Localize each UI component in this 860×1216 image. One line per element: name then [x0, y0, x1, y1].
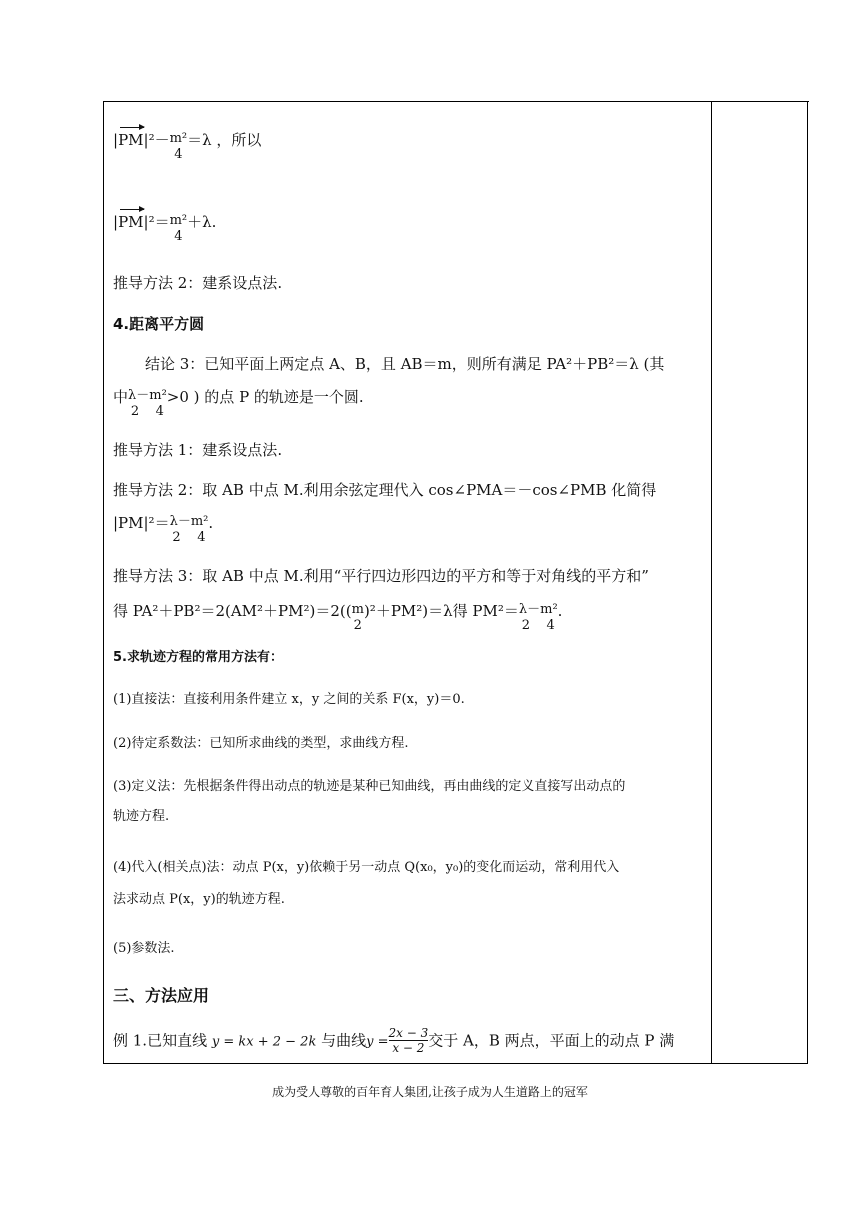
section4-method-1: 推导方法 1：建系设点法.: [113, 441, 283, 459]
frac-den: 4: [174, 229, 183, 244]
frac-num: m: [351, 602, 364, 617]
example-1: [113, 1027, 674, 1056]
conclusion-prefix: 中: [113, 388, 129, 406]
conclusion-suffix: >0 ) 的点 P 的轨迹是一个圆.: [166, 388, 364, 406]
section4-method-3-line2: [113, 596, 563, 633]
frac-num: λ－m²: [518, 602, 558, 617]
section5-item-4-line1: (4)代入(相关点)法：动点 P(x，y)依赖于另一动点 Q(x₀，y₀)的变化而运动，常利用代入: [113, 860, 620, 875]
line-equation: y = kx + 2 − 2k: [211, 1034, 317, 1050]
vector-pm: PM: [118, 131, 144, 149]
conclusion-3-line2: [113, 382, 364, 419]
frac-num: 2x − 3: [388, 1026, 429, 1040]
fraction-m2-over-4: [170, 131, 188, 163]
frac-num: m²: [169, 131, 188, 146]
fraction-lambda: [128, 388, 167, 420]
method3-part-b: )²＋PM²)＝λ得 PM²＝: [363, 602, 519, 620]
section5-item-1: (1)直接法：直接利用条件建立 x，y 之间的关系 F(x，y)＝0.: [113, 692, 465, 707]
frac-den: x − 2: [392, 1041, 425, 1055]
fraction-m-over-2: [352, 602, 364, 634]
section5-item-2: (2)待定系数法：已知所求曲线的类型，求曲线方程.: [113, 736, 409, 751]
eq2-mid: |²＝: [143, 213, 170, 231]
eq1-prefix: |: [113, 131, 119, 149]
example-connector: 与曲线: [321, 1031, 367, 1050]
vector-pm: PM: [118, 213, 144, 231]
section4-method-2-line1: 推导方法 2：取 AB 中点 M.利用余弦定理代入 cos∠PMA＝－cos∠PMB 化简得: [113, 481, 657, 499]
eq2-suffix: ＋λ.: [187, 213, 217, 231]
frac-den: 2 4: [521, 618, 555, 633]
frac-den: 2 4: [130, 404, 164, 419]
section4-method-3-line1: 推导方法 3：取 AB 中点 M.利用“平行四边形四边的平方和等于对角线的平方和”: [113, 567, 649, 585]
derivation-method-2: 推导方法 2：建系设点法.: [113, 274, 283, 292]
section5-item-4-line2: 法求动点 P(x，y)的轨迹方程.: [113, 892, 285, 907]
conclusion-3-line1: 结论 3：已知平面上两定点 A、B，且 AB＝m，则所有满足 PA²＋PB²＝λ (其: [145, 355, 665, 373]
eq2-prefix: |: [113, 213, 119, 231]
section-4-heading: 4.距离平方圆: [113, 315, 205, 333]
frac-num: λ－m²: [128, 388, 167, 403]
frac-num: λ－m²: [169, 514, 209, 529]
section-5-heading: 5.求轨迹方程的常用方法有：: [113, 650, 283, 665]
frac-num: m²: [169, 213, 188, 228]
method3-part-c: .: [557, 602, 563, 620]
method3-part-a: 得 PA²＋PB²＝2(AM²＋PM²)＝2((: [113, 602, 352, 620]
curve-lhs: y =: [366, 1034, 389, 1050]
frac-den: 2: [353, 618, 362, 633]
frac-den: 4: [174, 147, 183, 162]
eq1-mid: |²－: [143, 131, 170, 149]
fraction-lambda: [170, 514, 209, 546]
frac-den: 2 4: [172, 530, 206, 545]
example-tail: 交于 A，B 两点，平面上的动点 P 满: [428, 1031, 675, 1050]
table-column-separator: [711, 101, 712, 1064]
fraction-m2-over-4: [170, 213, 188, 245]
example-label: 例 1.已知直线: [113, 1031, 208, 1050]
section5-item-3-line1: (3)定义法：先根据条件得出动点的轨迹是某种已知曲线，再由曲线的定义直接写出动点的: [113, 779, 626, 794]
eq1-suffix: ＝λ ，所以: [187, 131, 262, 149]
section5-item-5: (5)参数法.: [113, 941, 175, 956]
fraction-curve: [389, 1026, 429, 1055]
page-footer: 成为受人尊敬的百年育人集团,让孩子成为人生道路上的冠军: [272, 1085, 588, 1099]
method2-suffix: .: [208, 514, 214, 532]
equation-2: [113, 207, 217, 244]
equation-1: [113, 125, 262, 162]
fraction-lambda: [519, 602, 558, 634]
method2-prefix: |PM|²＝: [113, 514, 170, 532]
section4-method-2-line2: [113, 508, 214, 545]
section-3-heading: 三、方法应用: [113, 986, 210, 1005]
section5-item-3-line2: 轨迹方程.: [113, 809, 170, 824]
